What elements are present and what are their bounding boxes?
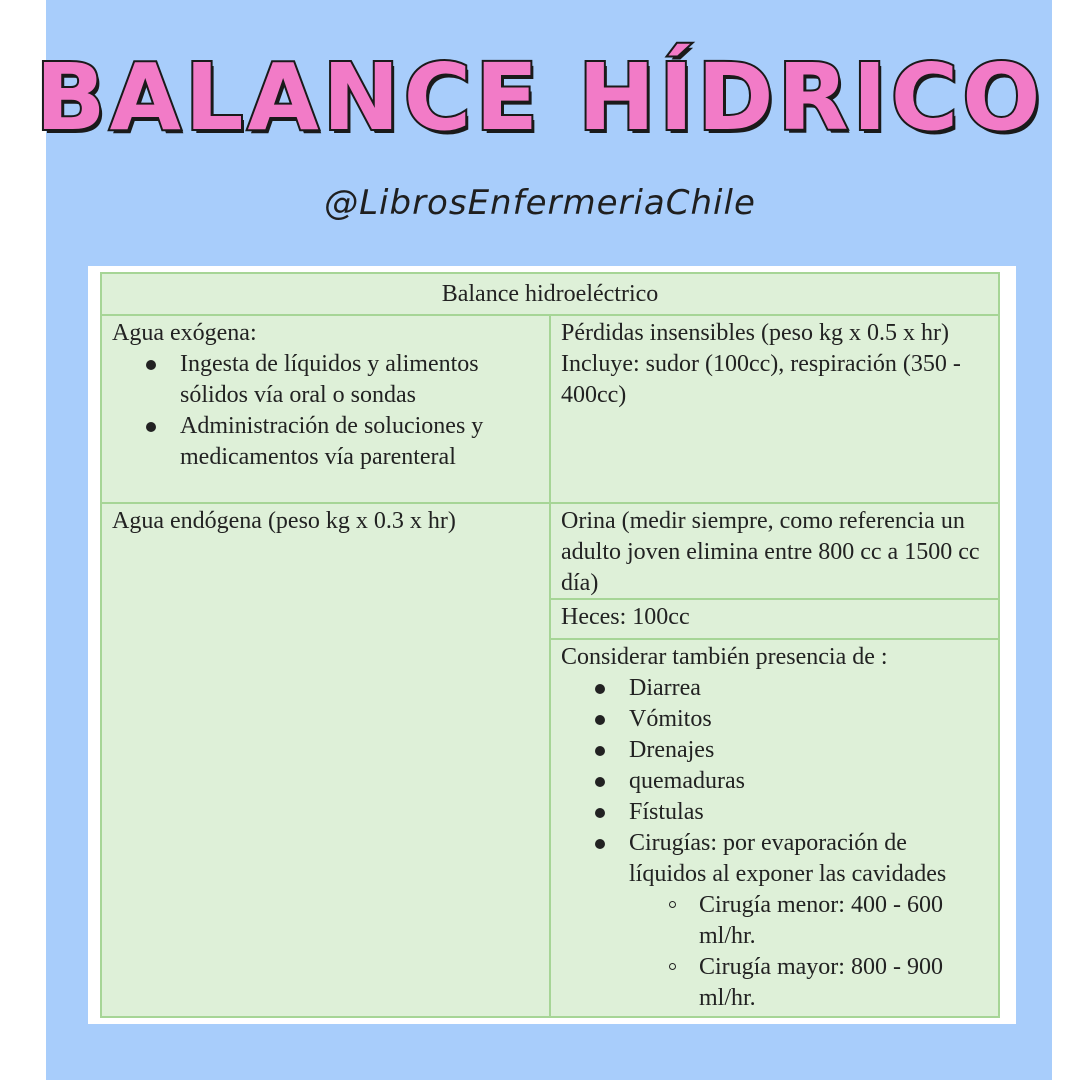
urine-cell (549, 502, 1000, 600)
table-caption: Balance hidroeléctrico (100, 272, 1000, 316)
page-title: BALANCE HÍDRICO (35, 44, 1045, 151)
exogenous-water-cell (100, 314, 551, 504)
insensible-losses-formula: Pérdidas insensibles (peso kg x 0.5 x hr) (561, 320, 949, 346)
surgery-sublist (629, 890, 988, 1014)
list-item (561, 828, 988, 1014)
list-item: Vómitos (561, 704, 988, 735)
surgery-item-text: Cirugías: por evaporación de líquidos al exponer las cavidades (629, 830, 947, 887)
list-item: Diarrea (561, 673, 988, 704)
author-handle: @LibrosEnfermeriaChile (324, 183, 756, 223)
other-losses-list (561, 673, 988, 1014)
table-card (88, 266, 1016, 1024)
list-item: Administración de soluciones y medicamentos vía parenteral (112, 411, 539, 473)
other-losses-label: Considerar también presencia de : (561, 644, 888, 670)
list-item: Fístulas (561, 797, 988, 828)
other-losses-cell (549, 638, 1000, 1018)
list-item: quemaduras (561, 766, 988, 797)
list-item: Cirugía menor: 400 - 600 ml/hr. (629, 890, 988, 952)
endogenous-water-label: Agua endógena (peso kg x 0.3 x hr) (112, 508, 456, 534)
exogenous-water-label: Agua exógena: (112, 320, 257, 346)
insensible-losses-cell (549, 314, 1000, 504)
list-item: Cirugía mayor: 800 - 900 ml/hr. (629, 952, 988, 1014)
endogenous-water-cell (100, 502, 551, 1018)
exogenous-water-list (112, 349, 539, 473)
list-item: Drenajes (561, 735, 988, 766)
urine-text: Orina (medir siempre, como referencia un adulto joven elimina entre 800 cc a 1500 cc día) (561, 508, 980, 596)
fluid-balance-table (100, 272, 1000, 1018)
insensible-losses-detail: Incluye: sudor (100cc), respiración (350 - 400cc) (561, 351, 961, 408)
feces-text: Heces: 100cc (561, 604, 690, 630)
feces-cell (549, 598, 1000, 640)
list-item: Ingesta de líquidos y alimentos sólidos vía oral o sondas (112, 349, 539, 411)
